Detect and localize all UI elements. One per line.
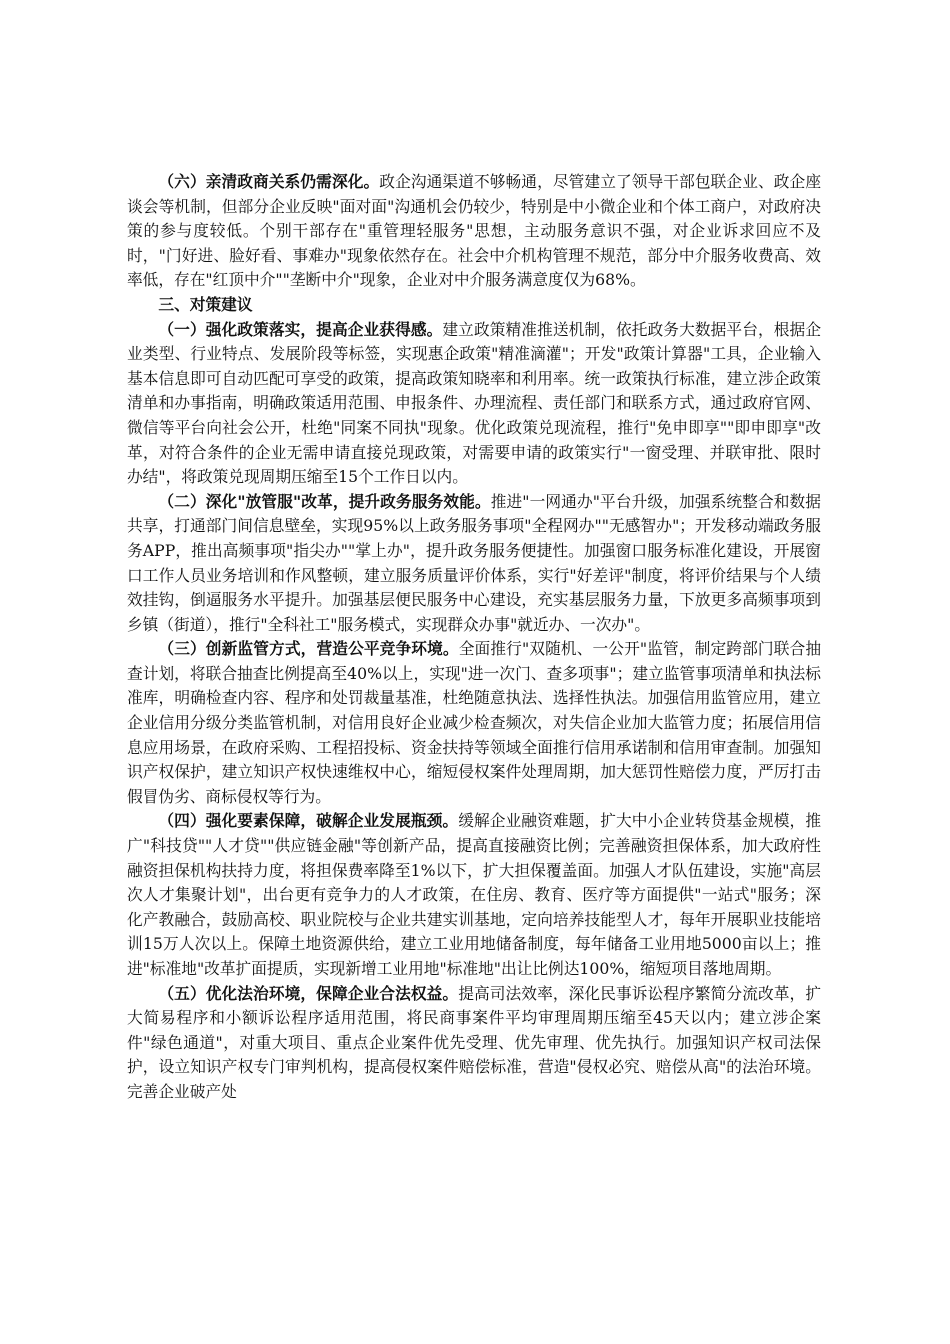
paragraph-two — [127, 490, 821, 638]
paragraph-six-heading: （六）亲清政商关系仍需深化。 — [158, 172, 380, 191]
paragraph-three — [127, 637, 821, 809]
paragraph-six-body: 政企沟通渠道不够畅通，尽管建立了领导干部包联企业、政企座谈会等机制，但部分企业反映"面对面"沟通机会仍较少，特别是中小微企业和个体工商户，对政府决策的参与度较低。个别干部存在"重管理轻服务"思想，主动服务意识不强，对企业诉求回应不及时，"门好进、脸好看、事难办"现象依然存在。社会中介机构管理不规范，部分中介服务收费高、效率低，存在"红顶中介""垄断中介"现象，企业对中介服务满意度仅为68%。 — [127, 172, 822, 290]
paragraph-five — [127, 982, 821, 1105]
paragraph-four-heading: （四）强化要素保障，破解企业发展瓶颈。 — [158, 811, 459, 831]
paragraph-three-heading: （三）创新监管方式，营造公平竞争环境。 — [158, 639, 459, 659]
paragraph-five-body: 提高司法效率，深化民事诉讼程序繁简分流改革，扩大简易程序和小额诉讼程序适用范围，将民商事案件平均审理周期压缩至45天以内；建立涉企案件"绿色通道"，对重大项目、重点企业案件优先受理、优先审理、优先执行。加强知识产权司法保护，设立知识产权专门审判机构，提高侵权案件赔偿标准，营造"侵权必究、赔偿从高"的法治环境。完善企业破产处 — [127, 983, 822, 1101]
paragraph-one — [127, 318, 821, 490]
document-page — [127, 170, 821, 1105]
paragraph-three-body: 全面推行"双随机、一公开"监管，制定跨部门联合抽查计划，将联合抽查比例提高至40%以上，实现"进一次门、查多项事"；建立监管事项清单和执法标准库，明确检查内容、程序和处罚裁量基准，杜绝随意执法、选择性执法。加强信用监管应用，建立企业信用分级分类监管机制，对信用良好企业减少检查频次，对失信企业加大监管力度；拓展信用信息应用场景，在政府采购、工程招投标、资金扶持等领域全面推行信用承诺制和信用审查制。加强知识产权保护，建立知识产权快速维权中心，缩短侵权案件处理周期，加大惩罚性赔偿力度，严厉打击假冒伪劣、商标侵权等行为。 — [127, 639, 822, 806]
paragraph-one-heading: （一）强化政策落实，提高企业获得感。 — [158, 319, 443, 339]
paragraph-four-body: 缓解企业融资难题，扩大中小企业转贷基金规模，推广"科技贷""人才贷""供应链金融"等创新产品，提高直接融资比例；完善融资担保体系，加大政府性融资担保机构扶持力度，将担保费率降至1%以下，扩大担保覆盖面。加强人才队伍建设，实施"高层次人才集聚计划"，出台更有竞争力的人才政策，在住房、教育、医疗等方面提供"一站式"服务；深化产教融合，鼓励高校、职业院校与企业共建实训基地，定向培养技能型人才，每年开展职业技能培训15万人次以上。保障土地资源供给，建立工业用地储备制度，每年储备工业用地5000亩以上；推进"标准地"改革扩面提质，实现新增工业用地"标准地"出让比例达100%，缩短项目落地周期。 — [127, 811, 822, 978]
section-heading: 三、对策建议 — [158, 294, 253, 314]
paragraph-six — [127, 170, 821, 293]
paragraph-five-heading: （五）优化法治环境，保障企业合法权益。 — [158, 983, 459, 1003]
paragraph-one-body: 建立政策精准推送机制，依托政务大数据平台，根据企业类型、行业特点、发展阶段等标签，实现惠企政策"精准滴灌"；开发"政策计算器"工具，企业输入基本信息即可自动匹配可享受的政策，提高政策知晓率和利用率。统一政策执行标准，建立涉企政策清单和办事指南，明确政策适用范围、申报条件、办理流程、责任部门和联系方式，通过政府官网、微信等平台向社会公开，杜绝"同案不同执"现象。优化政策兑现流程，推行"免申即享""即申即享"改革，对符合条件的企业无需申请直接兑现政策，对需要申请的政策实行"一窗受理、并联审批、限时办结"，将政策兑现周期压缩至15个工作日以内。 — [127, 319, 822, 487]
paragraph-four — [127, 809, 821, 981]
paragraph-two-body: 推进"一网通办"平台升级，加强系统整合和数据共享，打通部门间信息壁垒，实现95%以上政务服务事项"全程网办""无感智办"；开发移动端政务服务APP，推出高频事项"指尖办""掌上办"，提升政务服务便捷性。加强窗口服务标准化建设，开展窗口工作人员业务培训和作风整顿，建立服务质量评价体系，实行"好差评"制度，将评价结果与个人绩效挂钩，倒逼服务水平提升。加强基层便民服务中心建设，充实基层服务力量，下放更多高频事项到乡镇（街道），推行"全科社工"服务模式，实现群众办事"就近办、一次办"。 — [127, 491, 821, 634]
paragraph-two-heading: （二）深化"放管服"改革，提升政务服务效能。 — [158, 491, 491, 511]
